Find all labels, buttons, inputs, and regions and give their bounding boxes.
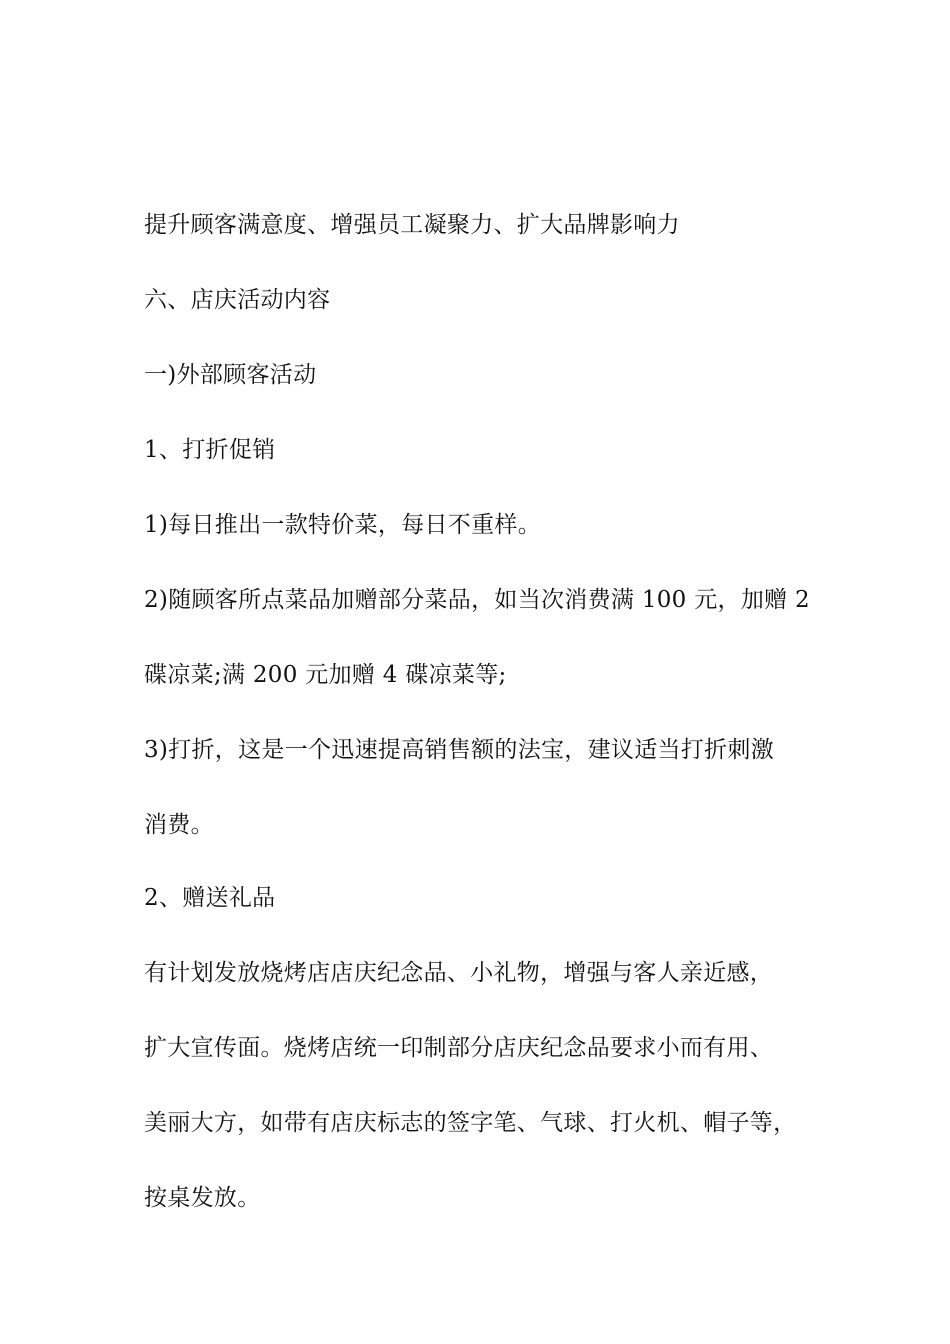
paragraph-line: 碟凉菜;满 200 元加赠 4 碟凉菜等;	[144, 662, 507, 688]
item-heading-gifts: 2、赠送礼品	[144, 885, 276, 911]
paragraph-line: 消费。	[144, 812, 214, 838]
paragraph-line: 有计划发放烧烤店店庆纪念品、小礼物，增强与客人亲近感，	[144, 960, 774, 986]
paragraph-line: 扩大宣传面。烧烤店统一印制部分店庆纪念品要求小而有用、	[144, 1035, 774, 1061]
section-heading: 六、店庆活动内容	[144, 287, 331, 313]
paragraph-line: 美丽大方，如带有店庆标志的签字笔、气球、打火机、帽子等，	[144, 1110, 797, 1136]
paragraph-line: 1)每日推出一款特价菜，每日不重样。	[144, 512, 542, 538]
goal-statement: 提升顾客满意度、增强员工凝聚力、扩大品牌影响力	[144, 212, 680, 238]
item-heading-discount: 1、打折促销	[144, 437, 276, 463]
paragraph-line: 2)随顾客所点菜品加赠部分菜品，如当次消费满 100 元，加赠 2	[144, 587, 810, 613]
paragraph-line: 3)打折，这是一个迅速提高销售额的法宝，建议适当打折刺激	[144, 737, 775, 763]
subsection-heading: 一)外部顾客活动	[144, 362, 317, 388]
paragraph-line: 按桌发放。	[144, 1185, 261, 1211]
